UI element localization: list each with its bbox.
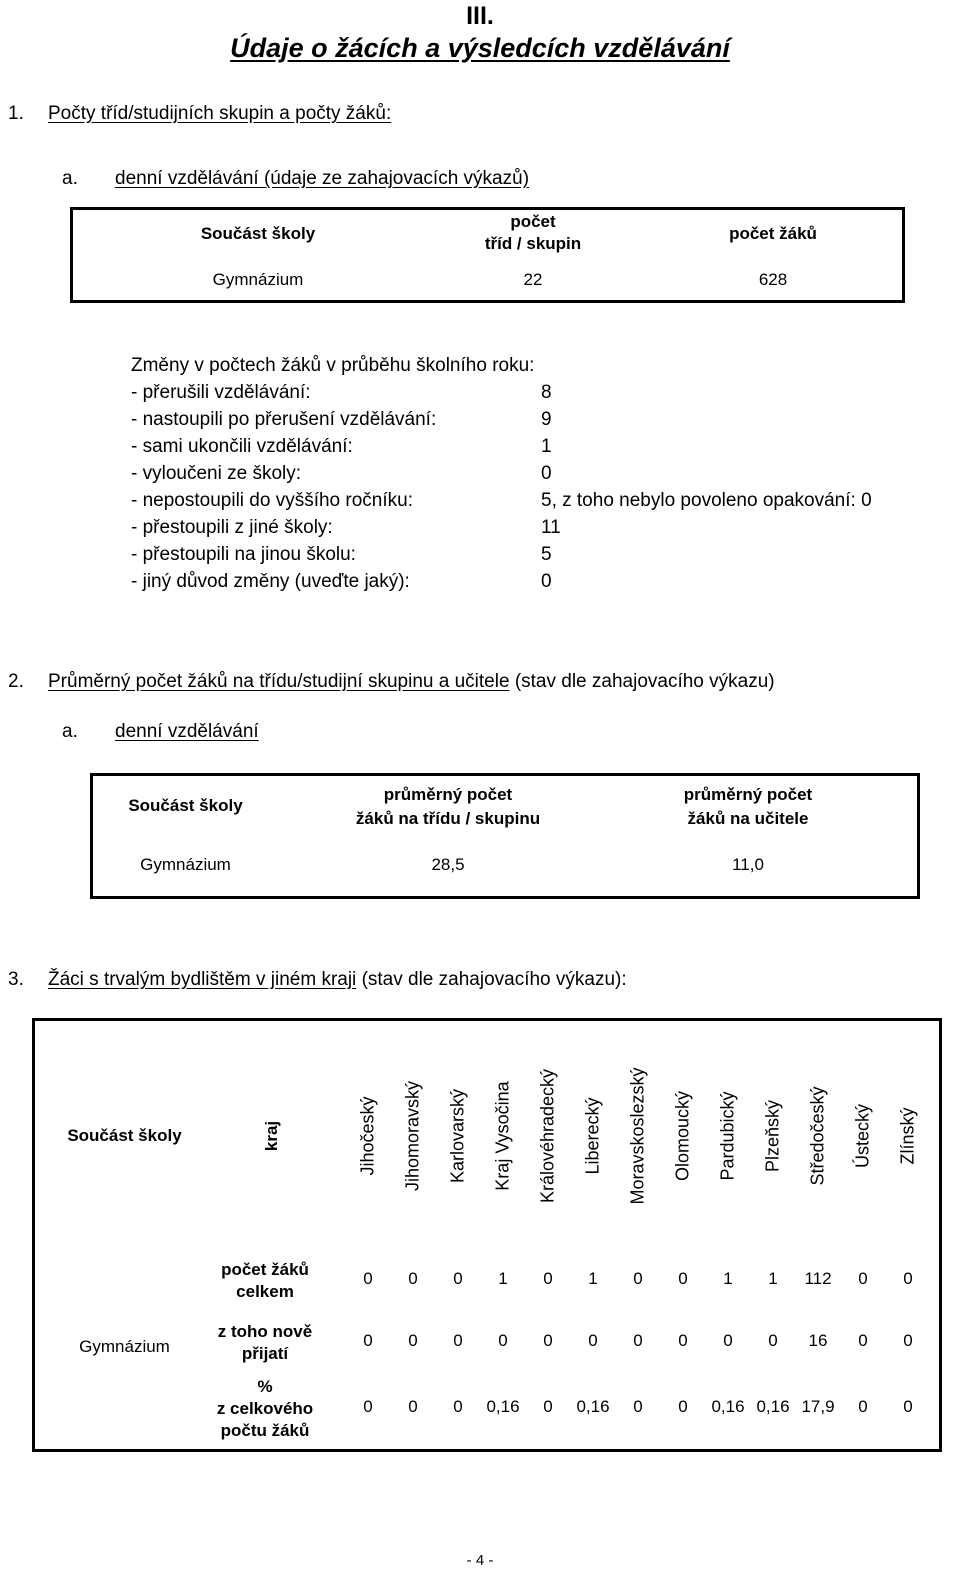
table-cell: 0 [543, 1397, 553, 1416]
change-label: - vyloučeni ze školy: [131, 463, 302, 484]
change-value: 5, z toho nebylo povoleno opakování: 0 [541, 490, 872, 511]
row-label-line: z celkového [216, 1399, 314, 1418]
section3-title: Žáci s trvalým bydlištěm v jiném kraji [48, 969, 357, 990]
classes-students-table [70, 207, 905, 303]
change-label: - jiný důvod změny (uveďte jaký): [131, 571, 410, 592]
table-cell: 0 [858, 1269, 868, 1288]
table-cell: 0 [408, 1269, 418, 1288]
header-classes-line2: tříd / skupin [484, 234, 582, 253]
section2-subheading [0, 721, 960, 747]
list-item [131, 382, 960, 408]
table-cell: 0 [633, 1269, 643, 1288]
region-header: Pardubický [717, 1090, 738, 1181]
row-part: Gymnázium [212, 270, 304, 289]
table-cell: 0 [768, 1331, 778, 1350]
header-avg-class [323, 783, 573, 831]
table-cell: 112 [804, 1269, 832, 1288]
section1-heading [0, 103, 960, 129]
region-header: Královéhradecký [537, 1068, 558, 1203]
region-header: Kraj Vysočina [492, 1080, 513, 1191]
table-cell: 0 [408, 1397, 418, 1416]
change-label: - nastoupili po přerušení vzdělávání: [131, 409, 437, 430]
list-item [131, 517, 960, 543]
section2-title: Průměrný počet žáků na třídu/studijní skupinu a učitele [48, 671, 510, 692]
region-header: Karlovarský [447, 1088, 468, 1183]
table-cell: 1 [498, 1269, 508, 1288]
table-cell: 1 [768, 1269, 778, 1288]
change-value: 9 [541, 409, 552, 430]
section1-number: 1. [8, 103, 24, 124]
header-classes-line1: počet [510, 212, 556, 231]
section3-title-wrap [48, 969, 627, 991]
page-number: - 4 - [466, 1552, 494, 1569]
row-label-total [205, 1259, 325, 1303]
section-roman-numeral: III. [466, 2, 494, 30]
section2-title-wrap [48, 671, 775, 693]
region-header: Jihočeský [357, 1095, 378, 1176]
page-title: Údaje o žácích a výsledcích vzdělávání [230, 33, 730, 63]
list-item [131, 490, 960, 516]
list-item [131, 409, 960, 435]
change-label: - sami ukončili vzdělávání: [131, 436, 353, 457]
table-cell: 0 [543, 1269, 553, 1288]
header-avg-class-line2: žáků na třídu / skupinu [355, 809, 541, 828]
region-header: Olomoucký [672, 1090, 693, 1181]
list-item [131, 571, 960, 597]
row-label-line: přijatí [241, 1344, 289, 1363]
change-label: - přestoupili z jiné školy: [131, 517, 333, 538]
change-value: 0 [541, 571, 552, 592]
header-students: počet žáků [729, 224, 817, 243]
table-cell: 0 [678, 1331, 688, 1350]
table-cell: 0 [408, 1331, 418, 1350]
change-value: 0 [541, 463, 552, 484]
table-cell: 0,16 [486, 1397, 520, 1416]
region-header: Středočeský [807, 1085, 828, 1186]
table-cell: 0 [678, 1397, 688, 1416]
header-avg-teacher [638, 783, 858, 831]
row-avg-class: 28,5 [431, 855, 465, 874]
row-label-line: z toho nově [217, 1322, 313, 1341]
region-header: Jihomoravský [402, 1080, 423, 1191]
section1-sub-letter: a. [62, 168, 78, 189]
row-label-percent [205, 1376, 325, 1442]
section3-number: 3. [8, 969, 24, 990]
table-cell: 17,9 [801, 1397, 835, 1416]
row-classes: 22 [523, 270, 543, 289]
averages-table [90, 773, 920, 899]
table-cell: 0 [453, 1269, 463, 1288]
table-cell: 0 [723, 1331, 733, 1350]
change-value: 1 [541, 436, 552, 457]
table-cell: 1 [588, 1269, 598, 1288]
row-part: Gymnázium [140, 855, 231, 874]
table-cell: 0 [363, 1331, 373, 1350]
header-part: Součást školy [67, 1126, 182, 1145]
section2-title-suffix: (stav dle zahajovacího výkazu) [514, 671, 775, 692]
table-cell: 0 [588, 1331, 598, 1350]
region-header: Liberecký [582, 1096, 603, 1175]
table-cell: 0 [633, 1397, 643, 1416]
section1-subheading [0, 168, 960, 194]
table-cell: 16 [808, 1331, 828, 1350]
change-label: - přestoupili na jinou školu: [131, 544, 356, 565]
header-avg-teacher-line1: průměrný počet [683, 785, 813, 804]
table-cell: 0,16 [711, 1397, 745, 1416]
region-header: Zlínský [897, 1106, 918, 1165]
row-label-new [205, 1321, 325, 1365]
table-cell: 0 [453, 1397, 463, 1416]
region-header: Plzeňský [762, 1099, 783, 1172]
table-cell: 0 [678, 1269, 688, 1288]
header-region: kraj [262, 1120, 281, 1151]
table-cell: 0 [633, 1331, 643, 1350]
row-label-line: počtu žáků [220, 1421, 310, 1440]
header-part: Součást školy [128, 796, 243, 815]
table-cell: 0 [858, 1331, 868, 1350]
section1-sub-title: denní vzdělávání (údaje ze zahajovacích výkazů) [115, 168, 530, 189]
table-cell: 0,16 [756, 1397, 790, 1416]
section2-heading [0, 671, 960, 697]
regions-table [32, 1018, 942, 1452]
table-cell: 0,16 [576, 1397, 610, 1416]
section2-number: 2. [8, 671, 24, 692]
row-label-line: celkem [236, 1282, 294, 1301]
section1-title: Počty tříd/studijních skupin a počty žáků: [48, 103, 392, 124]
section2-sub-letter: a. [62, 721, 78, 742]
region-header: Moravskoslezský [627, 1066, 648, 1205]
change-value: 8 [541, 382, 552, 403]
changes-title: Změny v počtech žáků v průběhu školního roku: [131, 355, 535, 376]
header-avg-teacher-line2: žáků na učitele [687, 809, 809, 828]
table-cell: 0 [498, 1331, 508, 1350]
table-cell: 0 [453, 1331, 463, 1350]
table-cell: 0 [858, 1397, 868, 1416]
header-avg-class-line1: průměrný počet [383, 785, 513, 804]
list-item [131, 463, 960, 489]
header-classes [433, 211, 633, 255]
row-label-line: % [257, 1377, 273, 1396]
section2-sub-title: denní vzdělávání [115, 721, 259, 742]
table-cell: 0 [363, 1269, 373, 1288]
row-avg-teacher: 11,0 [732, 855, 764, 874]
row-part: Gymnázium [79, 1337, 170, 1356]
table-cell: 0 [903, 1269, 913, 1288]
row-students: 628 [758, 270, 788, 289]
table-cell: 0 [543, 1331, 553, 1350]
header-part: Součást školy [200, 224, 316, 243]
section3-heading [0, 969, 960, 995]
table-cell: 0 [903, 1331, 913, 1350]
table-cell: 0 [903, 1397, 913, 1416]
list-item [131, 436, 960, 462]
region-header: Ústecký [852, 1103, 873, 1168]
change-label: - nepostoupili do vyššího ročníku: [131, 490, 413, 511]
change-value: 11 [541, 517, 561, 538]
table-cell: 0 [363, 1397, 373, 1416]
change-label: - přerušili vzdělávání: [131, 382, 311, 403]
change-value: 5 [541, 544, 552, 565]
table-cell: 1 [723, 1269, 733, 1288]
section3-title-suffix: (stav dle zahajovacího výkazu): [361, 969, 627, 990]
row-label-line: počet žáků [221, 1260, 309, 1279]
list-item [131, 544, 960, 570]
